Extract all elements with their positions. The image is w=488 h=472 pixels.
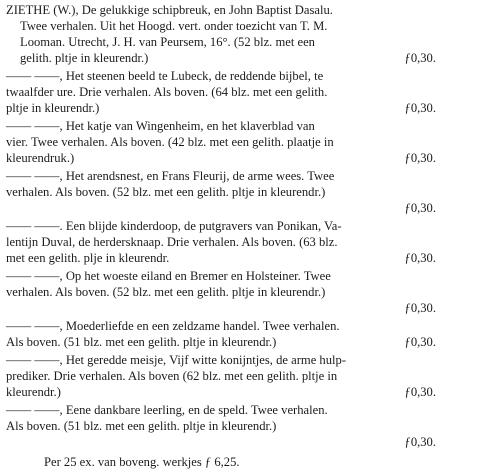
entry-3-price: ƒ0,30. bbox=[404, 151, 436, 165]
entry-9-price: ƒ0,30. bbox=[404, 435, 436, 449]
cut-off-header bbox=[4, 0, 144, 1]
entry-7-line-1: —— ——, Moederliefde en een zeldzame handel. Twee verhalen. bbox=[6, 319, 340, 333]
entry-2-line-3: pltje in kleurendr.) bbox=[6, 101, 100, 115]
entry-5-line-3: met een gelith. plje in kleurendr. bbox=[6, 251, 170, 265]
entry-5-line-1: —— ——. Een blijde kinderdoop, de putgravers van Ponikan, Va- bbox=[6, 219, 342, 233]
entry-5-line-2: lentijn Duval, de herdersknaap. Drie verhalen. Als boven. (63 blz. bbox=[6, 235, 338, 249]
entry-2-line-1: —— ——, Het steenen beeld te Lubeck, de reddende bijbel, te bbox=[6, 69, 324, 83]
entry-5-price: ƒ0,30. bbox=[404, 251, 436, 265]
entry-4-price: ƒ0,30. bbox=[404, 201, 436, 215]
entry-6-line-1: —— ——, Op het woeste eiland en Bremer en Holsteiner. Twee bbox=[6, 269, 331, 283]
entry-2-line-2: twaalfder ure. Drie verhalen. Als boven. (64 blz. met een gelith. bbox=[6, 85, 328, 99]
entry-8-line-1: —— ——, Het geredde meisje, Vijf witte konijntjes, de arme hulp- bbox=[6, 353, 347, 367]
entry-4-line-1: —— ——, Het arendsnest, en Frans Fleurij, de arme wees. Twee bbox=[6, 169, 335, 183]
catalog-footer: Per 25 ex. van boveng. werkjes ƒ 6,25. bbox=[44, 455, 240, 469]
entry-6-line-2: verhalen. Als boven. (52 blz. met een gelith. pltje in kleurendr.) bbox=[6, 285, 326, 299]
entry-3-line-1: —— ——, Het katje van Wingenheim, en het klaverblad van bbox=[6, 119, 315, 133]
entry-7-line-2: Als boven. (51 blz. met een gelith. pltje in kleurendr.) bbox=[6, 335, 277, 349]
entry-2-price: ƒ0,30. bbox=[404, 101, 436, 115]
entry-9-line-1: —— ——, Eene dankbare leerling, en de speld. Twee verhalen. bbox=[6, 403, 328, 417]
entry-4-line-2: verhalen. Als boven. (52 blz. met een gelith. pltje in kleurendr.) bbox=[6, 185, 326, 199]
entry-3-line-2: vier. Twee verhalen. Als boven. (42 blz. met een gelith. plaatje in bbox=[6, 135, 334, 149]
entry-3-line-3: kleurendruk.) bbox=[6, 151, 75, 165]
entry-1-line-4: gelith. pltje in kleurendr.) bbox=[20, 51, 149, 65]
entry-8-line-3: kleurendr.) bbox=[6, 385, 61, 399]
entry-1-line-1: ZIETHE (W.), De gelukkige schipbreuk, en John Baptist Dasalu. bbox=[6, 3, 333, 17]
entry-6-price: ƒ0,30. bbox=[404, 301, 436, 315]
entry-9-line-2: Als boven. (51 blz. met een gelith. pltje in kleurendr.) bbox=[6, 419, 277, 433]
entry-8-line-2: prediker. Drie verhalen. Als boven (62 blz. met een gelith. pltje in bbox=[6, 369, 338, 383]
entry-1-price: ƒ0,30. bbox=[404, 51, 436, 65]
entry-1-line-2: Twee verhalen. Uit het Hoogd. vert. onder toezicht van T. M. bbox=[20, 19, 328, 33]
entry-8-price: ƒ0,30. bbox=[404, 385, 436, 399]
entry-1-line-3: Looman. Utrecht, J. H. van Peursem, 16°. (52 blz. met een bbox=[20, 35, 315, 49]
entry-7-price: ƒ0,30. bbox=[404, 335, 436, 349]
